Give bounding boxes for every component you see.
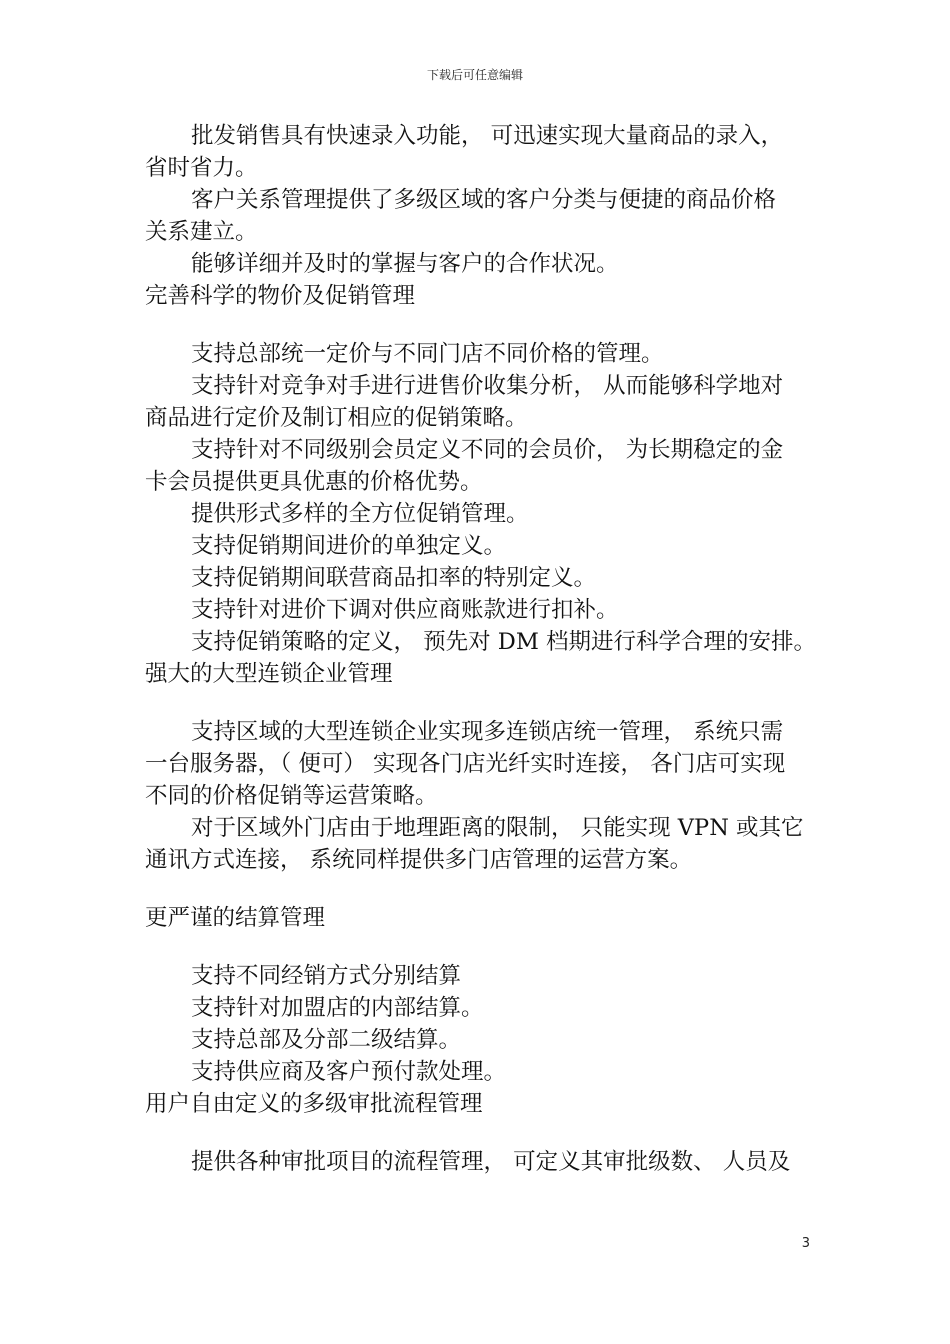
- paragraph-line: 提供各种审批项目的流程管理， 可定义其审批级数、 人员及: [191, 1149, 791, 1175]
- paragraph-continuation: 省时省力。: [145, 155, 258, 181]
- paragraph-line: 提供形式多样的全方位促销管理。: [191, 501, 529, 527]
- paragraph-line: 支持总部统一定价与不同门店不同价格的管理。: [191, 341, 664, 367]
- paragraph-line: 支持总部及分部二级结算。: [191, 1027, 462, 1053]
- paragraph-continuation: 卡会员提供更具优惠的价格优势。: [145, 469, 483, 495]
- spacer: [145, 934, 815, 960]
- spacer: [145, 1120, 815, 1146]
- paragraph-continuation: 关系建立。: [145, 219, 258, 245]
- paragraph-line: 支持针对进价下调对供应商账款进行扣补。: [191, 597, 619, 623]
- paragraph-line: 支持促销期间进价的单独定义。: [191, 533, 507, 559]
- section-heading: 强大的大型连锁企业管理: [145, 661, 393, 687]
- page-number: 3: [801, 1236, 810, 1251]
- paragraph-line: 支持不同经销方式分别结算: [191, 963, 462, 989]
- spacer: [145, 690, 815, 716]
- paragraph-continuation: 通讯方式连接， 系统同样提供多门店管理的运营方案。: [145, 847, 693, 873]
- paragraph-line: 支持针对竞争对手进行进售价收集分析， 从而能够科学地对: [191, 373, 784, 399]
- document-body: [145, 120, 815, 1178]
- paragraph-line: 能够详细并及时的掌握与客户的合作状况。: [191, 251, 619, 277]
- paragraph-line: 支持针对加盟店的内部结算。: [191, 995, 484, 1021]
- paragraph-line: 客户关系管理提供了多级区域的客户分类与便捷的商品价格: [191, 187, 777, 213]
- paragraph-continuation: 一台服务器，（ 便可） 实现各门店光纤实时连接， 各门店可实现: [145, 751, 786, 777]
- paragraph-continuation: 商品进行定价及制订相应的促销策略。: [145, 405, 528, 431]
- paragraph-line: 支持供应商及客户预付款处理。: [191, 1059, 507, 1085]
- paragraph-line: 支持针对不同级别会员定义不同的会员价， 为长期稳定的金: [191, 437, 784, 463]
- page-header: 下载后可任意编辑: [426, 68, 523, 82]
- paragraph-line: 支持区域的大型连锁企业实现多连锁店统一管理， 系统只需: [191, 719, 784, 745]
- section-heading: 用户自由定义的多级审批流程管理: [145, 1091, 483, 1117]
- paragraph-line: 对于区域外门店由于地理距离的限制， 只能实现 VPN 或其它: [191, 815, 804, 841]
- section-heading: 完善科学的物价及促销管理: [145, 283, 416, 309]
- section-heading: 更严谨的结算管理: [145, 905, 326, 931]
- spacer: [145, 312, 815, 338]
- paragraph-continuation: 不同的价格促销等运营策略。: [145, 783, 438, 809]
- spacer: [145, 876, 815, 902]
- paragraph-line: 支持促销期间联营商品扣率的特别定义。: [191, 565, 597, 591]
- paragraph-line: 批发销售具有快速录入功能， 可迅速实现大量商品的录入，: [191, 123, 784, 149]
- paragraph-line: 支持促销策略的定义， 预先对 DM 档期进行科学合理的安排。: [191, 629, 817, 655]
